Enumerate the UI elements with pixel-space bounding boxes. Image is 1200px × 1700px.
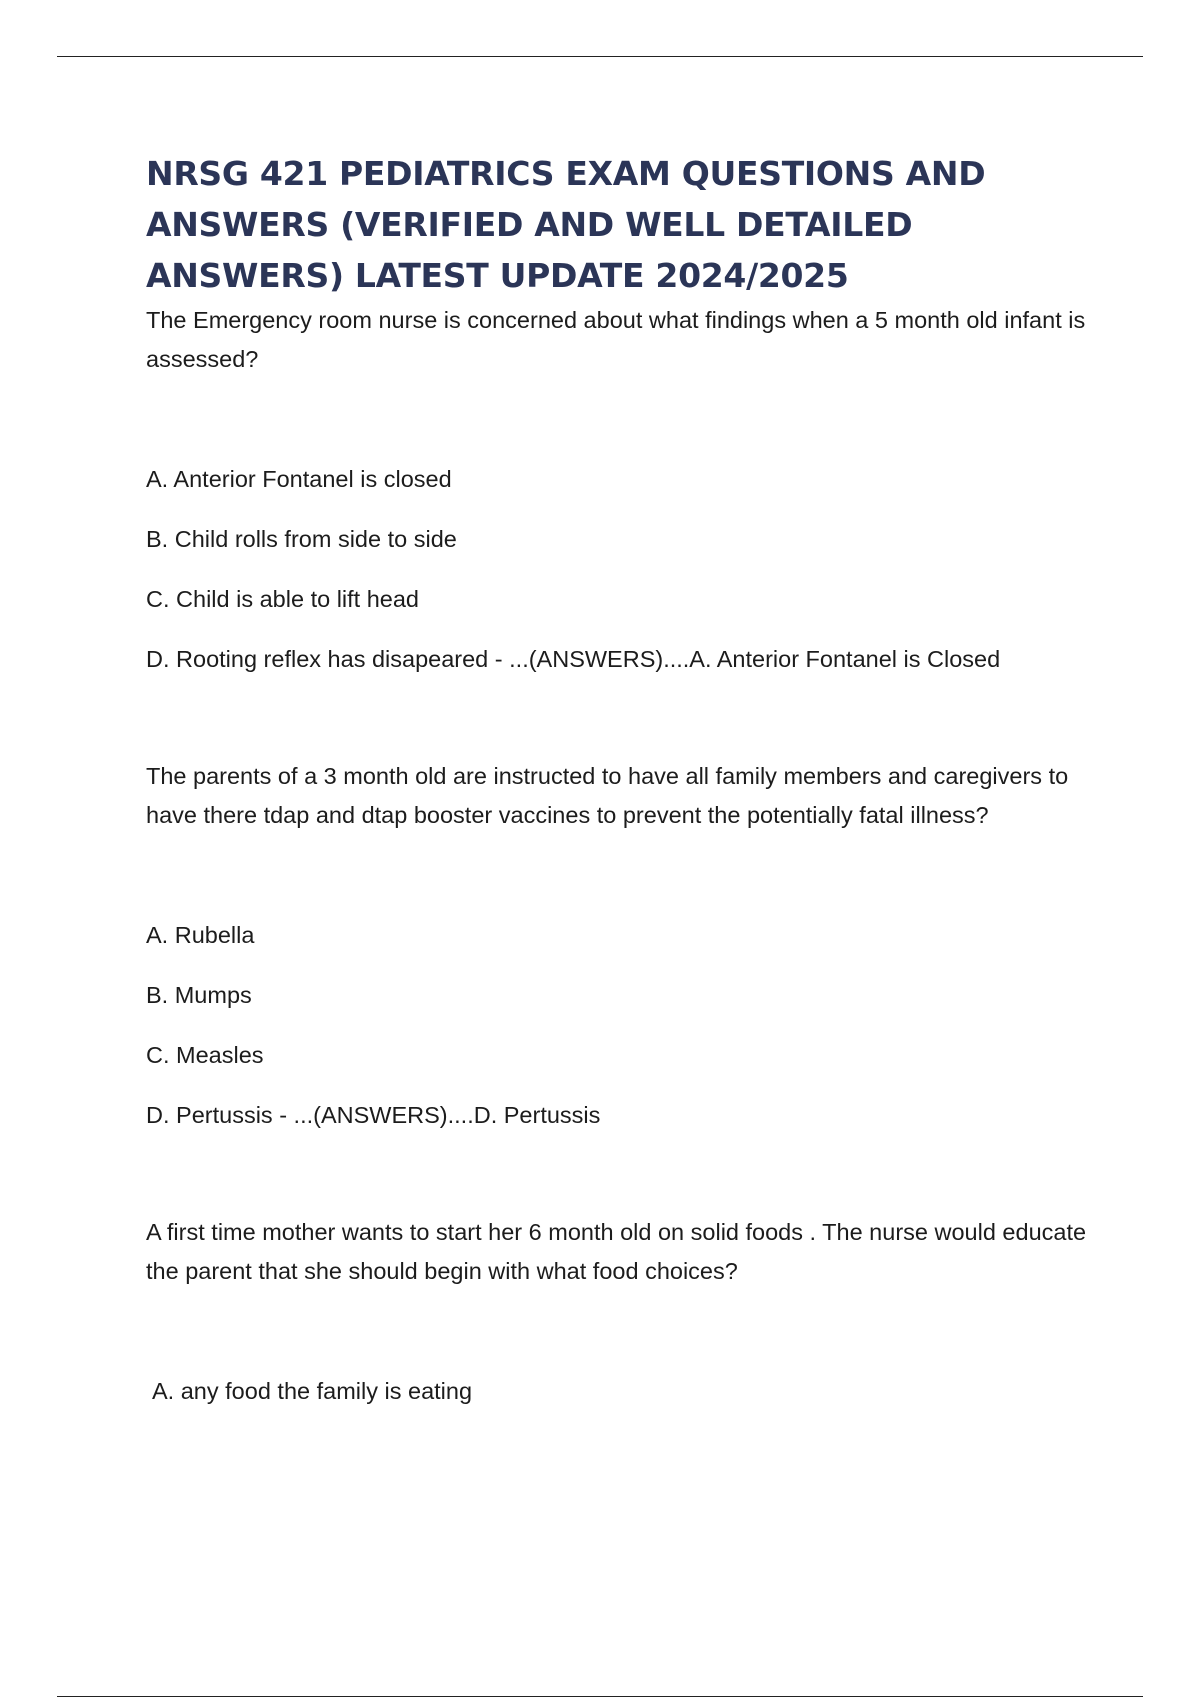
answer-option: C. Child is able to lift head [146, 586, 420, 612]
answer-option: D. Rooting reflex has disapeared - ...(ANSWERS)....A. Anterior Fontanel is Closed [146, 646, 1001, 672]
answer-option: A. any food the family is eating [152, 1378, 473, 1404]
answer-option: D. Pertussis - ...(ANSWERS)....D. Pertussis [146, 1102, 601, 1128]
answer-options [146, 463, 1106, 675]
page-content [146, 148, 1106, 1407]
question-text: The parents of a 3 month old are instructed to have all family members and caregivers to have there tdap and dtap booster vaccines to prevent the potentially fatal illness? [146, 763, 1069, 828]
bottom-rule [57, 1696, 1143, 1697]
question-block-1 [146, 301, 1106, 675]
answer-option: A. Anterior Fontanel is closed [146, 466, 452, 492]
answer-option: B. Child rolls from side to side [146, 526, 457, 552]
answer-option: A. Rubella [146, 922, 255, 948]
document-title: NRSG 421 PEDIATRICS EXAM QUESTIONS AND ANSWERS (VERIFIED AND WELL DETAILED ANSWERS) LATEST UPDATE 2024/2025 [146, 154, 986, 295]
answer-options [146, 919, 1106, 1131]
question-block-2 [146, 757, 1106, 1131]
answer-option: C. Measles [146, 1042, 264, 1068]
answer-option: B. Mumps [146, 982, 252, 1008]
top-rule [57, 56, 1143, 57]
question-block-3 [146, 1213, 1106, 1407]
question-text: A first time mother wants to start her 6 month old on solid foods . The nurse would educate the parent that she should begin with what food choices? [146, 1219, 1087, 1284]
question-text: The Emergency room nurse is concerned about what findings when a 5 month old infant is assessed? [146, 307, 1086, 372]
answer-options [146, 1375, 1106, 1407]
